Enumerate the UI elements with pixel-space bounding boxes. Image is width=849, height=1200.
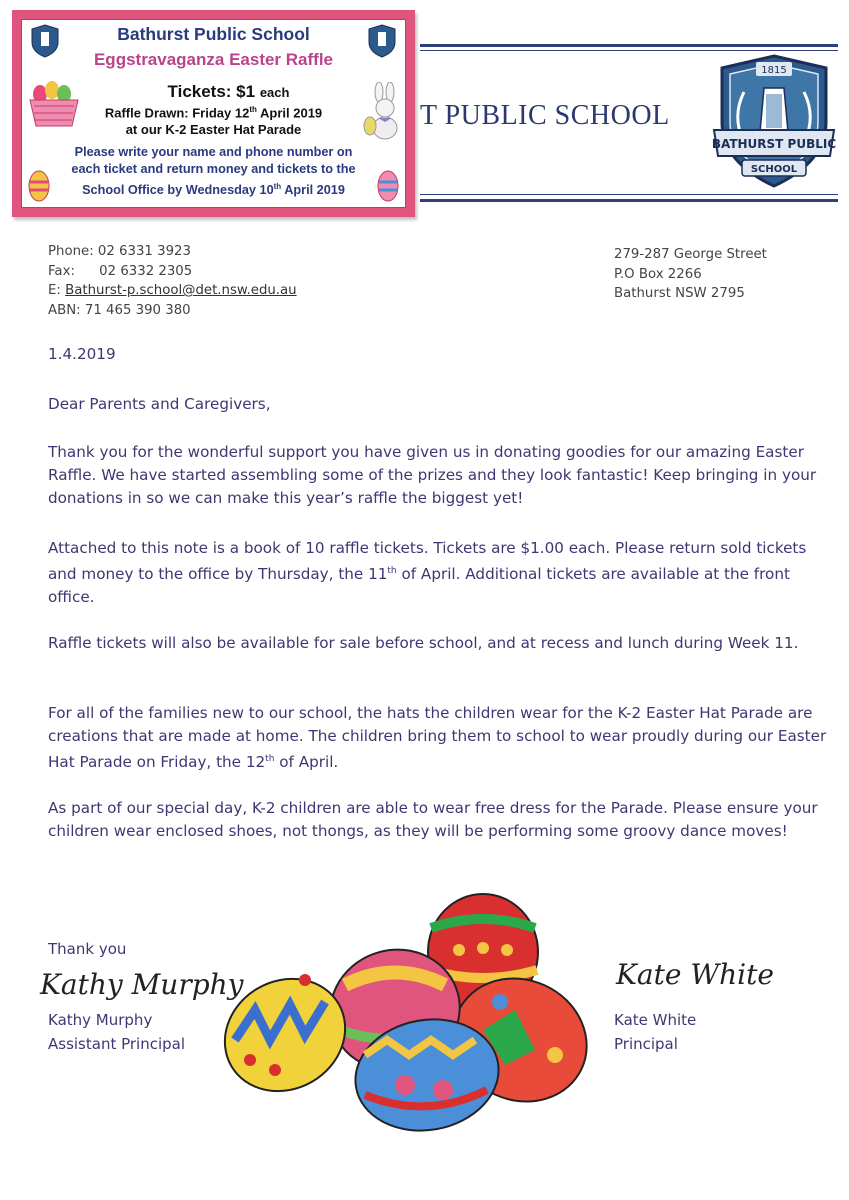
crest-text-top: BATHURST PUBLIC <box>711 137 837 151</box>
signature-left-title: Assistant Principal <box>48 1035 186 1053</box>
signature-left-scribble: Kathy Murphy <box>40 968 244 1001</box>
letter-greeting: Dear Parents and Caregivers, <box>48 395 271 413</box>
address-po-box: P.O Box 2266 <box>614 266 702 282</box>
raffle-note-line3 <box>28 178 399 199</box>
p2-text-a: Attached to this note is a book of 10 raffle tickets. Tickets are $1.00 each. Please return sold tickets and money to the office by Thursday, the 11 <box>48 539 807 584</box>
raffle-drawn-date <box>52 105 375 120</box>
raffle-ticket-price <box>52 82 405 102</box>
contact-left-block <box>48 242 297 320</box>
raffle-note-line1: Please write your name and phone number on <box>74 145 353 159</box>
p4-text-a: For all of the families new to our school, the hats the children wear for the K-2 Easter Hat Parade are creations that are made at home. The children bring them to school to wear proudly during our Easter Hat Parade on Friday, the 12 <box>48 704 827 772</box>
fax-label: Fax: <box>48 263 75 279</box>
small-egg-right-icon <box>377 170 399 202</box>
p4-sup: th <box>265 754 275 764</box>
letter-paragraph-5: As part of our special day, K-2 children are able to wear free dress for the Parade. Please ensure your children wear enclosed shoes, not thongs, as they will be performing some groovy dance moves! <box>48 799 818 840</box>
raffle-school-name: Bathurst Public School <box>117 24 310 44</box>
ticket-price: Tickets: $1 <box>167 82 256 101</box>
drawn-prefix: Raffle Drawn: Friday 12 <box>104 105 250 121</box>
letter-paragraph-3: Raffle tickets will also be available for sale before school, and at recess and lunch during Week 11. <box>48 634 799 652</box>
small-egg-left-icon <box>28 170 50 202</box>
raffle-sticker-inner <box>21 19 406 208</box>
closing-thank-you: Thank you <box>48 940 127 958</box>
note-line3-sup: th <box>273 182 282 191</box>
contact-right-block <box>614 245 767 304</box>
drawn-suffix: April 2019 <box>256 105 323 121</box>
raffle-title: Eggstravaganza Easter Raffle <box>93 50 334 69</box>
easter-bunny-icon <box>362 82 408 140</box>
contact-phone: Phone: 02 6331 3923 <box>48 244 191 259</box>
p2-sup: th <box>387 566 397 576</box>
easter-eggs-illustration <box>215 890 595 1140</box>
signature-right-block <box>614 1008 696 1056</box>
p4-text-b: of April. <box>274 753 339 772</box>
email-link[interactable]: Bathurst-p.school@det.nsw.edu.au <box>65 283 297 298</box>
letter-paragraph-2 <box>48 537 828 609</box>
email-label: E: <box>48 283 61 298</box>
crest-text-bottom: SCHOOL <box>750 164 798 175</box>
contact-abn: ABN: 71 465 390 380 <box>48 302 191 318</box>
address-city: Bathurst NSW 2795 <box>614 286 745 301</box>
letterhead-school-name: T PUBLIC SCHOOL <box>420 100 670 131</box>
header-rule-top-1 <box>420 44 838 47</box>
ticket-each: each <box>259 85 290 100</box>
address-street: 279-287 George Street <box>614 247 767 262</box>
signature-right-title: Principal <box>614 1035 678 1053</box>
signature-right-name: Kate White <box>614 1011 697 1029</box>
drawn-sup: th <box>249 105 257 114</box>
raffle-note-line2: each ticket and return money and tickets to the <box>71 162 356 176</box>
signature-right-scribble: Kate White <box>616 958 774 991</box>
header-rule-bottom-1 <box>420 194 838 195</box>
contact-fax <box>48 262 297 282</box>
letter-paragraph-4 <box>48 702 828 774</box>
raffle-sticker <box>12 10 415 217</box>
letter-date: 1.4.2019 <box>48 345 116 363</box>
fax-number: 02 6332 2305 <box>99 263 193 279</box>
note-line3-suffix: April 2019 <box>281 183 345 198</box>
contact-email <box>48 281 297 301</box>
raffle-parade-line: at our K-2 Easter Hat Parade <box>125 122 302 137</box>
signature-left-name: Kathy Murphy <box>48 1011 153 1029</box>
header-rule-top-2 <box>420 50 838 51</box>
p2-text-b: of April. Additional tickets are available at the front office. <box>48 565 790 607</box>
school-crest-logo <box>708 52 840 192</box>
crest-year: 1815 <box>761 65 787 76</box>
header-rule-bottom-2 <box>420 199 838 202</box>
signature-left-block <box>48 1008 185 1056</box>
note-line3-text: School Office by Wednesday 10 <box>82 183 274 198</box>
letter-paragraph-1: Thank you for the wonderful support you have given us in donating goodies for our amazing Easter Raffle. We have started assembling some of the prizes and they look fantastic! Keep bringing in your donations in so we can make this year’s raffle the biggest yet! <box>48 443 817 507</box>
